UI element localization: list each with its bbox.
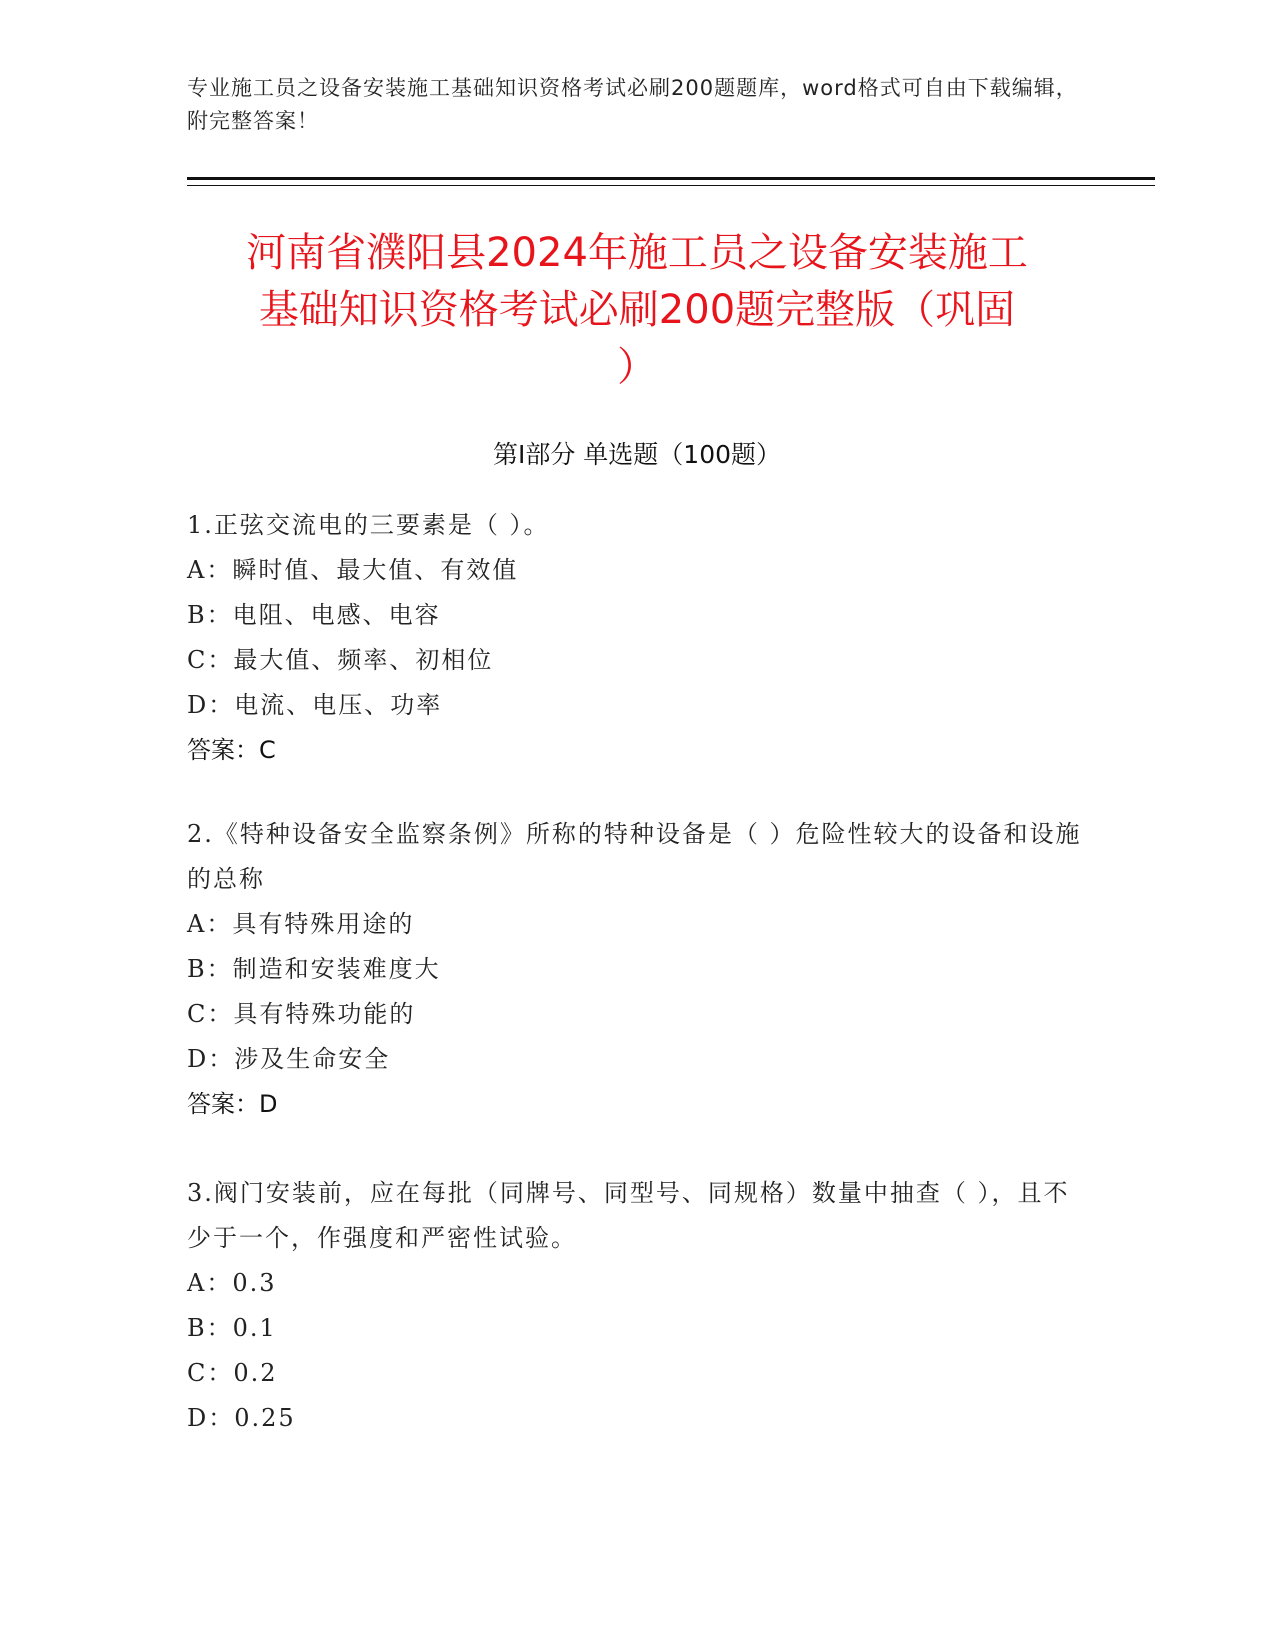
option-c: C：0.2 <box>187 1359 278 1387</box>
option-a: A：瞬时值、最大值、有效值 <box>187 556 519 584</box>
option-d: D：0.25 <box>187 1404 296 1432</box>
title-line-3: ） <box>617 344 657 390</box>
option-b: B：电阻、电感、电容 <box>187 601 441 629</box>
section-title: 第Ⅰ部分 单选题（100题） <box>492 440 782 469</box>
header-divider-thin <box>187 185 1155 186</box>
answer-line: 答案：D <box>187 1090 278 1118</box>
option-a: A：具有特殊用途的 <box>187 910 415 938</box>
question-2 <box>187 812 1087 1127</box>
answer-line: 答案：C <box>187 736 276 764</box>
option-c: C：具有特殊功能的 <box>187 1000 416 1028</box>
option-d: D：涉及生命安全 <box>187 1045 391 1073</box>
document-title <box>187 225 1087 396</box>
title-line-2: 基础知识资格考试必刷200题完整版（巩固 <box>258 287 1016 333</box>
option-a: A：0.3 <box>187 1269 277 1297</box>
question-1 <box>187 503 1087 773</box>
option-d: D：电流、电压、功率 <box>187 691 443 719</box>
question-3 <box>187 1171 1087 1441</box>
option-b: B：制造和安装难度大 <box>187 955 441 983</box>
option-b: B：0.1 <box>187 1314 277 1342</box>
option-c: C：最大值、频率、初相位 <box>187 646 494 674</box>
header-note: 专业施工员之设备安装施工基础知识资格考试必刷200题题库，word格式可自由下载编辑，附完整答案！ <box>187 76 1078 133</box>
header-divider-thick <box>187 177 1155 180</box>
question-stem: 1.正弦交流电的三要素是（ ）。 <box>187 511 550 539</box>
question-stem: 3.阀门安装前，应在每批（同牌号、同型号、同规格）数量中抽查（ ），且不少于一个，作强度和严密性试验。 <box>187 1179 1070 1252</box>
question-stem: 2.《特种设备安全监察条例》所称的特种设备是（ ）危险性较大的设备和设施的总称 <box>187 820 1082 893</box>
title-line-1: 河南省濮阳县2024年施工员之设备安装施工 <box>246 230 1028 276</box>
